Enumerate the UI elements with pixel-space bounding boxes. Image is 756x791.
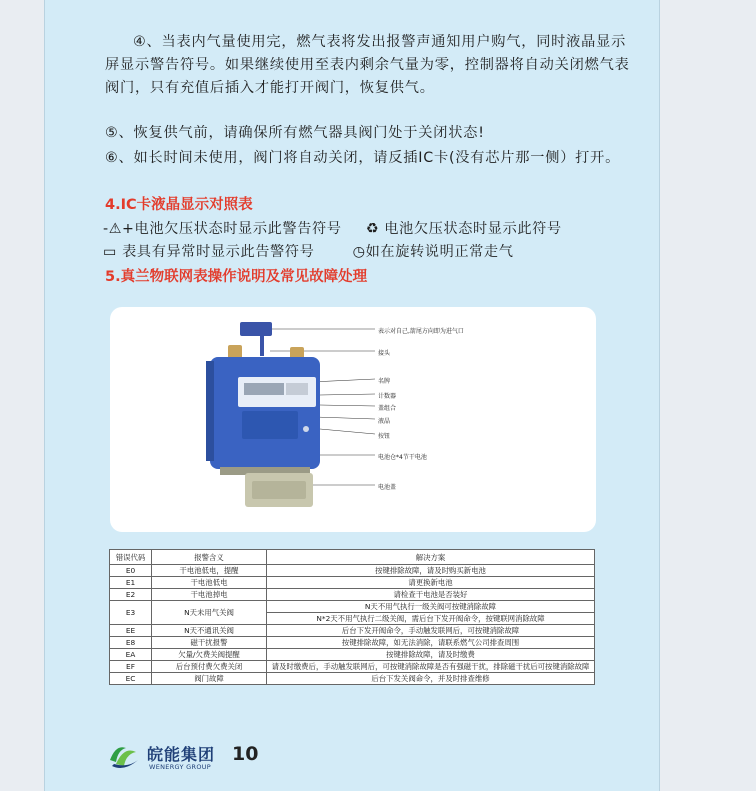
table-row: [110, 649, 595, 661]
symbol-desc: 如在旋转说明正常走气: [365, 244, 514, 260]
error-code: E3: [110, 601, 152, 625]
meter-illustration-panel: [110, 307, 596, 532]
table-row: [110, 637, 595, 649]
error-code: E1: [110, 577, 152, 589]
abnormal-arrow-icon: ▭: [103, 244, 118, 260]
alarm-meaning: 后台预付费欠费关闭: [152, 661, 267, 673]
recycle-arrows-icon: ♻: [365, 221, 380, 237]
brand-name-en: WENERGY GROUP: [149, 763, 212, 771]
callout-battery-bay: 电池仓*4节干电池: [378, 454, 427, 461]
page-number: 10: [232, 743, 259, 765]
brand-name-cn: 皖能集团: [147, 745, 216, 764]
table-header-row: [110, 550, 595, 565]
solution: 按键排除故障，请及时购买新电池: [267, 565, 595, 577]
solution: N天不用气执行一级关阀可按键消除故障: [267, 601, 595, 613]
solution: 后台下发关阀命令，并及时排查维修: [267, 673, 595, 685]
solution: 按键排除故障，请及时缴费: [267, 649, 595, 661]
paragraph-long-unused: ⑥、如长时间未使用，阀门将自动关闭，请反插IC卡(没有芯片那一侧）打开。: [105, 150, 621, 166]
symbol-desc: 电池欠压状态时显示此符号: [384, 221, 562, 237]
section-5-title: 5.真兰物联网表操作说明及常见故障处理: [105, 269, 368, 285]
wenergy-logo-icon: [106, 738, 142, 774]
callout-counter: 计数器: [378, 393, 397, 400]
fault-code-table: [109, 549, 595, 685]
alarm-meaning: 阀门故障: [152, 673, 267, 685]
alarm-meaning: 干电池低电: [152, 577, 267, 589]
callout-connector: 接头: [378, 350, 391, 357]
alarm-meaning: 磁干扰报警: [152, 637, 267, 649]
solution: 请更换新电池: [267, 577, 595, 589]
header-meaning: 报警含义: [152, 550, 267, 565]
paragraph-gas-used-up: ④、当表内气量使用完，燃气表将发出报警声通知用户购气，同时液晶显示屏显示警告符号。如果继续使用至表内剩余气量为零，控制器将自动关闭燃气表阀门，只有充值后插入才能打开阀门，恢复供气。: [105, 34, 630, 96]
alarm-meaning: N天不通讯关阀: [152, 625, 267, 637]
header-solution: 解决方案: [267, 550, 595, 565]
error-code: EF: [110, 661, 152, 673]
callout-button: 按钮: [378, 433, 391, 440]
error-code: EE: [110, 625, 152, 637]
header-code: 错误代码: [110, 550, 152, 565]
solution: 请及时缴费后，手动触发联网后，可按键消除故障是否有强磁干扰，排除磁干扰后可按键消除故障: [267, 661, 595, 673]
table-row: [110, 577, 595, 589]
solution: N*2天不用气执行二级关阀，需后台下发开阀命令，按键联网消除故障: [267, 613, 595, 625]
clock-icon: ◷: [352, 244, 366, 260]
gas-meter-illustration: [110, 307, 596, 532]
callout-lcd: 液晶: [378, 418, 391, 425]
error-code: EC: [110, 673, 152, 685]
warning-triangle-icon: -⚠+: [103, 221, 135, 237]
paragraph-before-restore: ⑤、恢复供气前，请确保所有燃气器具阀门处于关闭状态!: [105, 125, 485, 141]
error-code: E2: [110, 589, 152, 601]
error-code: EA: [110, 649, 152, 661]
symbol-desc: 表具有异常时显示此告警符号: [122, 244, 315, 260]
callout-inlet-arrow: 表示对自己,箭尾方向即为进气口: [378, 328, 464, 335]
error-code: E0: [110, 565, 152, 577]
table-row: [110, 601, 595, 613]
solution: 请检查干电池是否装好: [267, 589, 595, 601]
table-row: [110, 661, 595, 673]
alarm-meaning: 干电池掉电: [152, 589, 267, 601]
symbol-row-1: [103, 218, 660, 238]
solution: 后台下发开阀命令，手动触发联网后，可按键消除故障: [267, 625, 595, 637]
table-row: [110, 589, 595, 601]
callout-nameplate: 名牌: [378, 378, 391, 385]
table-row: [110, 625, 595, 637]
callout-battery-cover: 电池盖: [378, 484, 397, 491]
symbol-desc: 电池欠压状态时显示此警告符号: [134, 221, 342, 237]
table-row: [110, 565, 595, 577]
solution: 按键排除故障，如无法消除，请联系燃气公司排查周围: [267, 637, 595, 649]
error-code: E8: [110, 637, 152, 649]
section-4-title: 4.IC卡液晶显示对照表: [105, 197, 253, 213]
table-row: [110, 673, 595, 685]
symbol-row-2: [103, 241, 660, 261]
alarm-meaning: N天未用气关阀: [152, 601, 267, 625]
alarm-meaning: 欠量/欠费关阀提醒: [152, 649, 267, 661]
alarm-meaning: 干电池低电，提醒: [152, 565, 267, 577]
callout-cover: 盖组合: [378, 405, 397, 412]
